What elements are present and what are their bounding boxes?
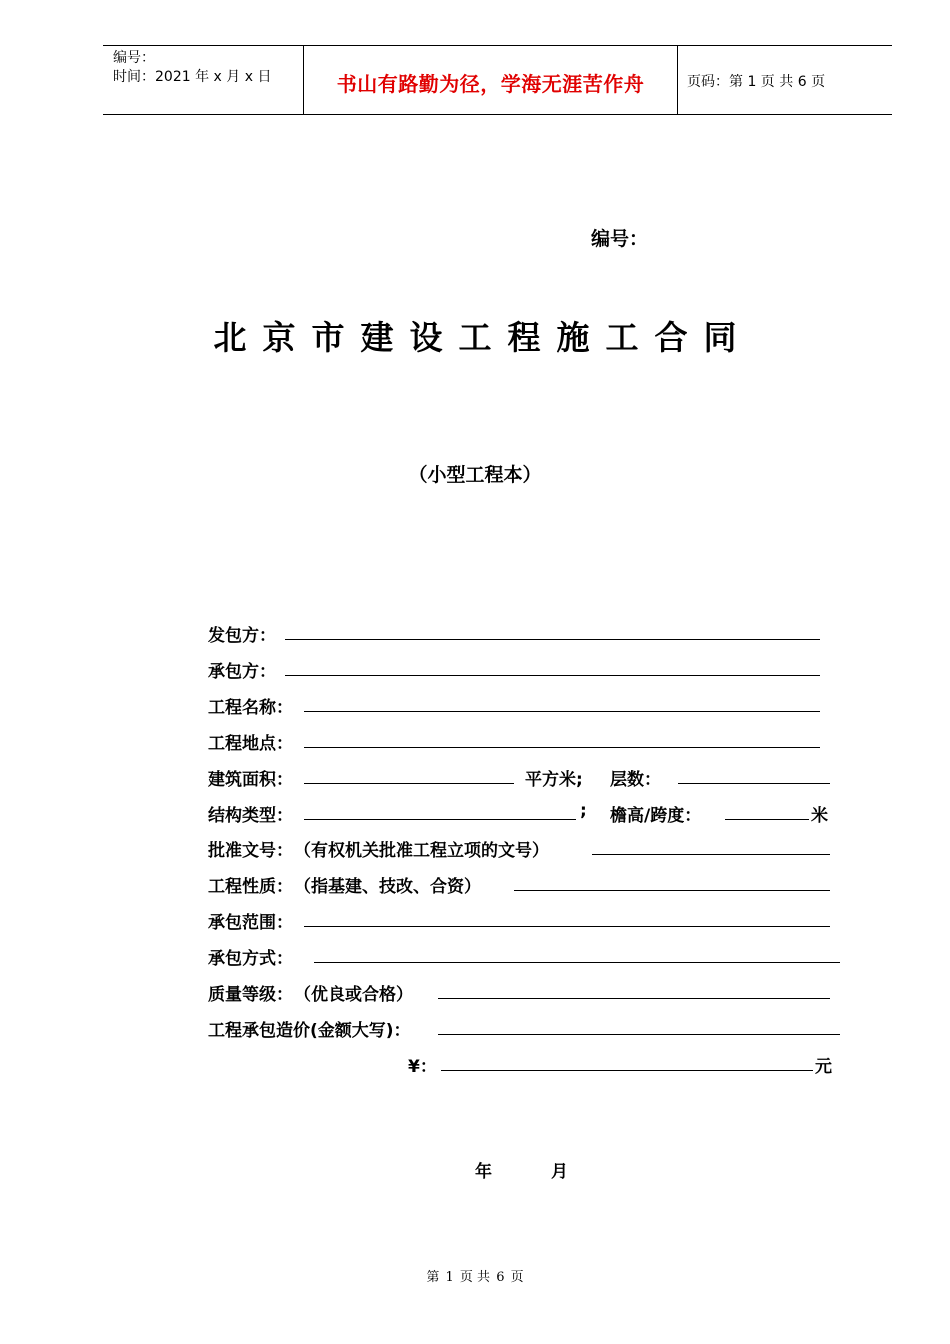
form-row-contract-method [208,944,843,968]
structure-type-label: 结构类型： [208,806,293,826]
header-page-info: 页码：第 1 页 共 6 页 [687,74,826,90]
contractor-field[interactable] [285,657,820,676]
project-name-field[interactable] [304,693,820,712]
contract-price-field[interactable] [438,1016,840,1035]
floors-field[interactable] [678,765,830,784]
quality-grade-label: 质量等级： [208,985,293,1005]
header-meta [113,49,271,87]
date-month-label: 月 [551,1162,568,1182]
header-time-label: 时间：2021 年 x 月 x 日 [113,69,272,85]
form-row-quality-grade [208,980,833,1004]
footer-page-suffix: 页 [510,1270,524,1285]
meter-unit-label: 米 [811,806,828,826]
area-unit-label: 平方米; [525,770,583,790]
employer-field[interactable] [285,621,820,640]
contract-method-label: 承包方式： [208,949,293,969]
project-nature-label: 工程性质： [208,877,293,897]
contract-scope-label: 承包范围： [208,913,293,933]
structure-type-field[interactable] [304,801,576,820]
form-row-yen [208,1052,838,1076]
eave-span-label: 檐高/跨度： [610,806,702,826]
footer-page-number: 1 [445,1270,454,1285]
page-header [103,45,892,115]
building-area-label: 建筑面积： [208,770,293,790]
contract-method-field[interactable] [314,944,840,963]
footer-page-mid: 页 共 [459,1270,491,1285]
floors-label: 层数： [610,770,661,790]
page-footer [0,1266,950,1285]
project-nature-field[interactable] [514,872,830,891]
approval-doc-label: 批准文号： [208,841,293,861]
form-row-contract-scope [208,908,833,932]
nature-hint: （指基建、技改、合资） [294,877,481,897]
employer-label: 发包方： [208,626,276,646]
header-divider [677,46,678,114]
contractor-label: 承包方： [208,662,276,682]
eave-span-field[interactable] [725,801,809,820]
approval-hint: （有权机关批准工程立项的文号） [294,841,549,861]
form-row-contract-price [208,1016,843,1040]
building-area-field[interactable] [304,765,514,784]
project-location-field[interactable] [304,729,820,748]
header-number-label: 编号： [113,50,155,66]
date-year-label: 年 [475,1162,492,1182]
footer-page-total: 6 [496,1270,505,1285]
yen-label: ¥： [408,1057,437,1077]
footer-page-prefix: 第 [426,1270,440,1285]
project-name-label: 工程名称： [208,698,293,718]
yen-amount-field[interactable] [441,1052,813,1071]
quality-grade-field[interactable] [438,980,830,999]
semicolon-text: ; [580,801,587,821]
project-location-label: 工程地点： [208,734,293,754]
approval-doc-field[interactable] [592,836,830,855]
form-row-approval-doc [208,836,833,860]
quality-hint: （优良或合格） [294,985,413,1005]
yuan-unit-label: 元 [815,1057,832,1077]
form-row-structure-type [208,801,833,825]
document-subtitle: （小型工程本） [408,464,542,486]
contract-price-label: 工程承包造价(金额大写)： [208,1021,411,1041]
header-motto: 书山有路勤为径，学海无涯苦作舟 [336,72,645,96]
form-row-building-area [208,765,833,789]
contract-scope-field[interactable] [304,908,830,927]
form-row-project-nature [208,872,833,896]
document-number-label: 编号： [591,228,649,250]
document-title: 北京市建设工程施工合同 [213,318,753,357]
